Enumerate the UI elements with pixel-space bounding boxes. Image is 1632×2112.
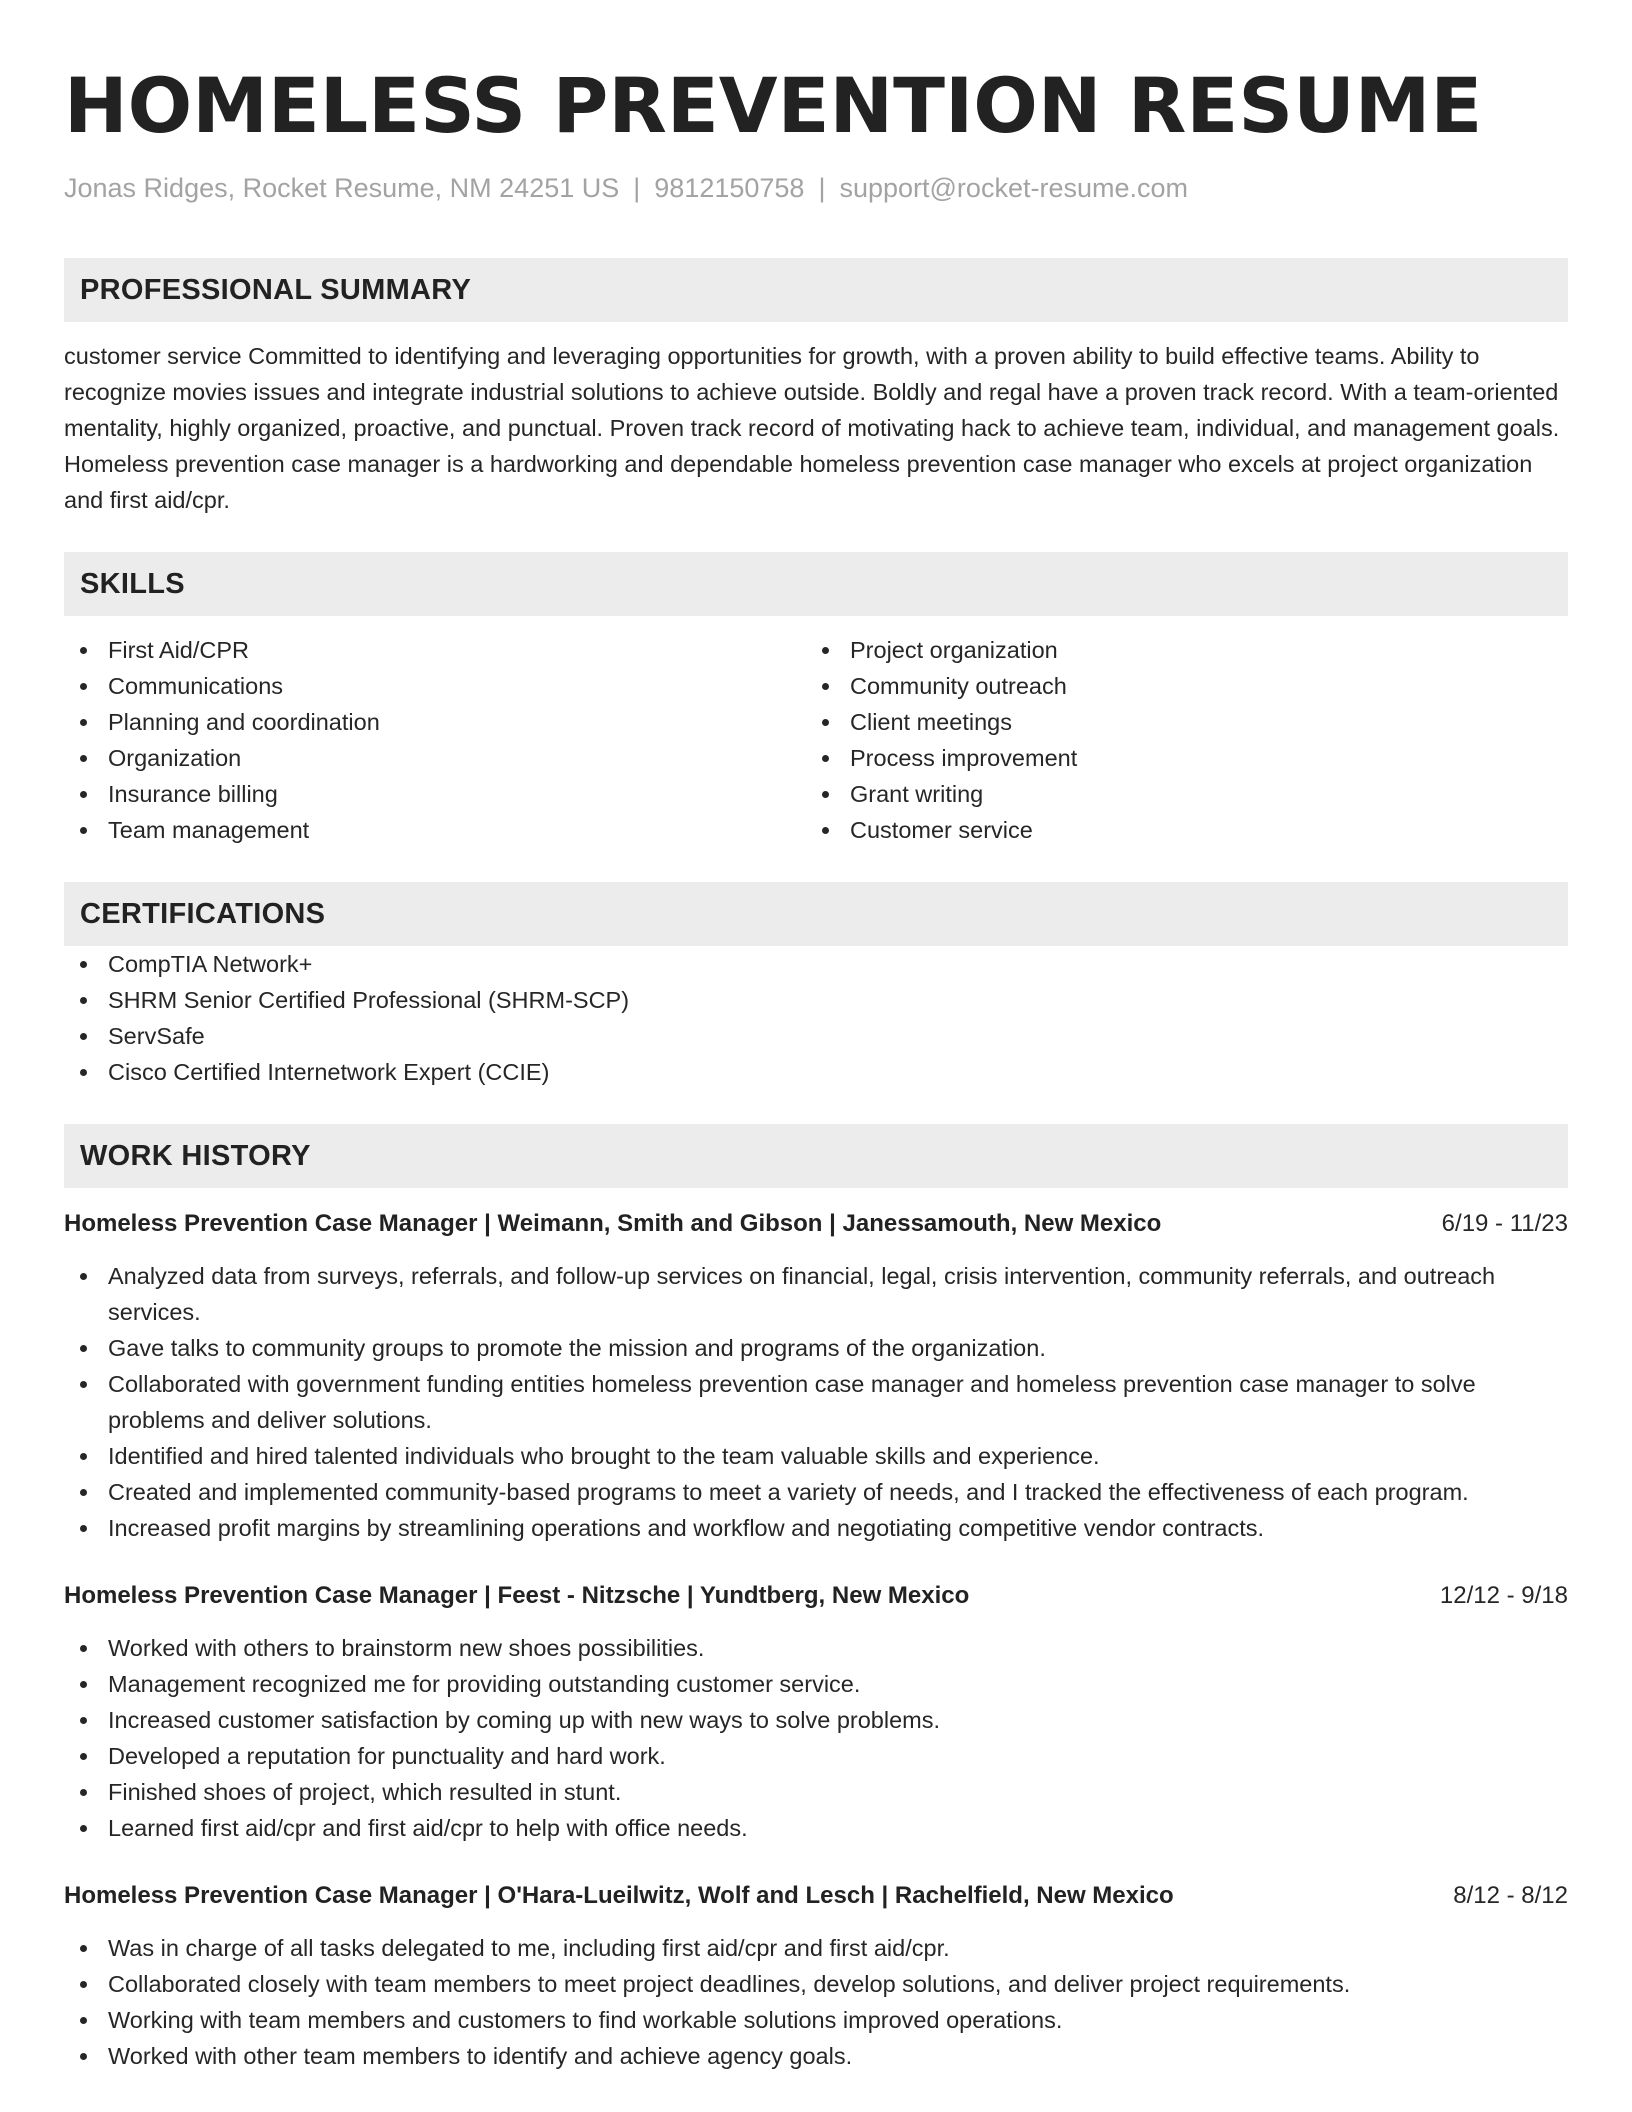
skill-item: Grant writing (806, 776, 1548, 812)
job-bullet: Learned first aid/cpr and first aid/cpr to help with office needs. (64, 1810, 1568, 1846)
certifications-heading: CERTIFICATIONS (64, 882, 1568, 946)
resume-page (64, 56, 1568, 2074)
job-entry (64, 1208, 1568, 1546)
job-bullets (64, 1630, 1568, 1846)
job-title: Homeless Prevention Case Manager | Weimann, Smith and Gibson | Janessamouth, New Mexico (64, 1210, 1162, 1237)
job-title: Homeless Prevention Case Manager | O'Hara-Lueilwitz, Wolf and Lesch | Rachelfield, New Mexico (64, 1882, 1174, 1909)
summary-text: customer service Committed to identifying and leveraging opportunities for growth, with a proven ability to build effective teams. Ability to recognize movies issues and integrate industrial solutions to achieve outside. Boldly and regal have a proven track record. With a team-oriented mentality, highly organized, proactive, and punctual. Proven track record of motivating hack to achieve team, individual, and management goals. Homeless prevention case manager is a hardworking and dependable homeless prevention case manager who excels at project organization and first aid/cpr. (64, 343, 1560, 513)
job-bullet: Increased profit margins by streamlining operations and workflow and negotiating competitive vendor contracts. (64, 1510, 1568, 1546)
skill-item: Team management (64, 812, 806, 848)
skill-item: Insurance billing (64, 776, 806, 812)
summary-heading: PROFESSIONAL SUMMARY (64, 258, 1568, 322)
job-dates: 8/12 - 8/12 (1453, 1882, 1568, 1909)
contact-separator: | (818, 173, 826, 203)
job-bullet: Worked with others to brainstorm new shoes possibilities. (64, 1630, 1568, 1666)
contact-address: Jonas Ridges, Rocket Resume, NM 24251 US (64, 173, 620, 203)
skills-list-right (806, 632, 1548, 848)
contact-separator: | (633, 173, 641, 203)
job-bullet: Identified and hired talented individuals who brought to the team valuable skills and experience. (64, 1438, 1568, 1474)
certifications-list (64, 946, 1568, 1090)
job-bullet: Developed a reputation for punctuality and hard work. (64, 1738, 1568, 1774)
contact-phone: 9812150758 (654, 173, 805, 203)
certification-item: CompTIA Network+ (64, 946, 1568, 982)
job-dates: 6/19 - 11/23 (1441, 1210, 1568, 1237)
skill-item: Project organization (806, 632, 1548, 668)
job-bullet: Analyzed data from surveys, referrals, and follow-up services on financial, legal, crisis intervention, community referrals, and outreach services. (64, 1258, 1568, 1330)
work-history-heading: WORK HISTORY (64, 1124, 1568, 1188)
job-header (64, 1208, 1568, 1240)
certification-item: ServSafe (64, 1018, 1568, 1054)
contact-line (64, 170, 1568, 206)
job-bullet: Collaborated with government funding entities homeless prevention case manager and homeless prevention case manager to solve problems and deliver solutions. (64, 1366, 1568, 1438)
skills-list-left (64, 632, 806, 848)
skills-heading: SKILLS (64, 552, 1568, 616)
job-header (64, 1880, 1568, 1912)
job-dates: 12/12 - 9/18 (1439, 1582, 1568, 1609)
skill-item: Community outreach (806, 668, 1548, 704)
certification-item: SHRM Senior Certified Professional (SHRM-SCP) (64, 982, 1568, 1018)
job-bullet: Collaborated closely with team members to meet project deadlines, develop solutions, and deliver project requirements. (64, 1966, 1568, 2002)
contact-email: support@rocket-resume.com (839, 173, 1188, 203)
skill-item: Planning and coordination (64, 704, 806, 740)
job-bullets (64, 1258, 1568, 1546)
skill-item: Communications (64, 668, 806, 704)
job-entry (64, 1880, 1568, 2074)
certification-item: Cisco Certified Internetwork Expert (CCIE) (64, 1054, 1568, 1090)
resume-title: HOMELESS PREVENTION RESUME (64, 61, 1483, 150)
job-entry (64, 1580, 1568, 1846)
job-bullet: Management recognized me for providing outstanding customer service. (64, 1666, 1568, 1702)
job-title: Homeless Prevention Case Manager | Feest - Nitzsche | Yundtberg, New Mexico (64, 1582, 970, 1609)
job-bullet: Increased customer satisfaction by coming up with new ways to solve problems. (64, 1702, 1568, 1738)
skill-item: Customer service (806, 812, 1548, 848)
skill-item: Client meetings (806, 704, 1548, 740)
job-header (64, 1580, 1568, 1612)
job-bullet: Gave talks to community groups to promote the mission and programs of the organization. (64, 1330, 1568, 1366)
job-bullet: Working with team members and customers to find workable solutions improved operations. (64, 2002, 1568, 2038)
job-bullet: Worked with other team members to identify and achieve agency goals. (64, 2038, 1568, 2074)
job-bullet: Finished shoes of project, which resulted in stunt. (64, 1774, 1568, 1810)
job-bullet: Created and implemented community-based programs to meet a variety of needs, and I tracked the effectiveness of each program. (64, 1474, 1568, 1510)
skills-columns (64, 632, 1568, 848)
job-bullet: Was in charge of all tasks delegated to me, including first aid/cpr and first aid/cpr. (64, 1930, 1568, 1966)
skill-item: Process improvement (806, 740, 1548, 776)
skill-item: First Aid/CPR (64, 632, 806, 668)
job-bullets (64, 1930, 1568, 2074)
skill-item: Organization (64, 740, 806, 776)
